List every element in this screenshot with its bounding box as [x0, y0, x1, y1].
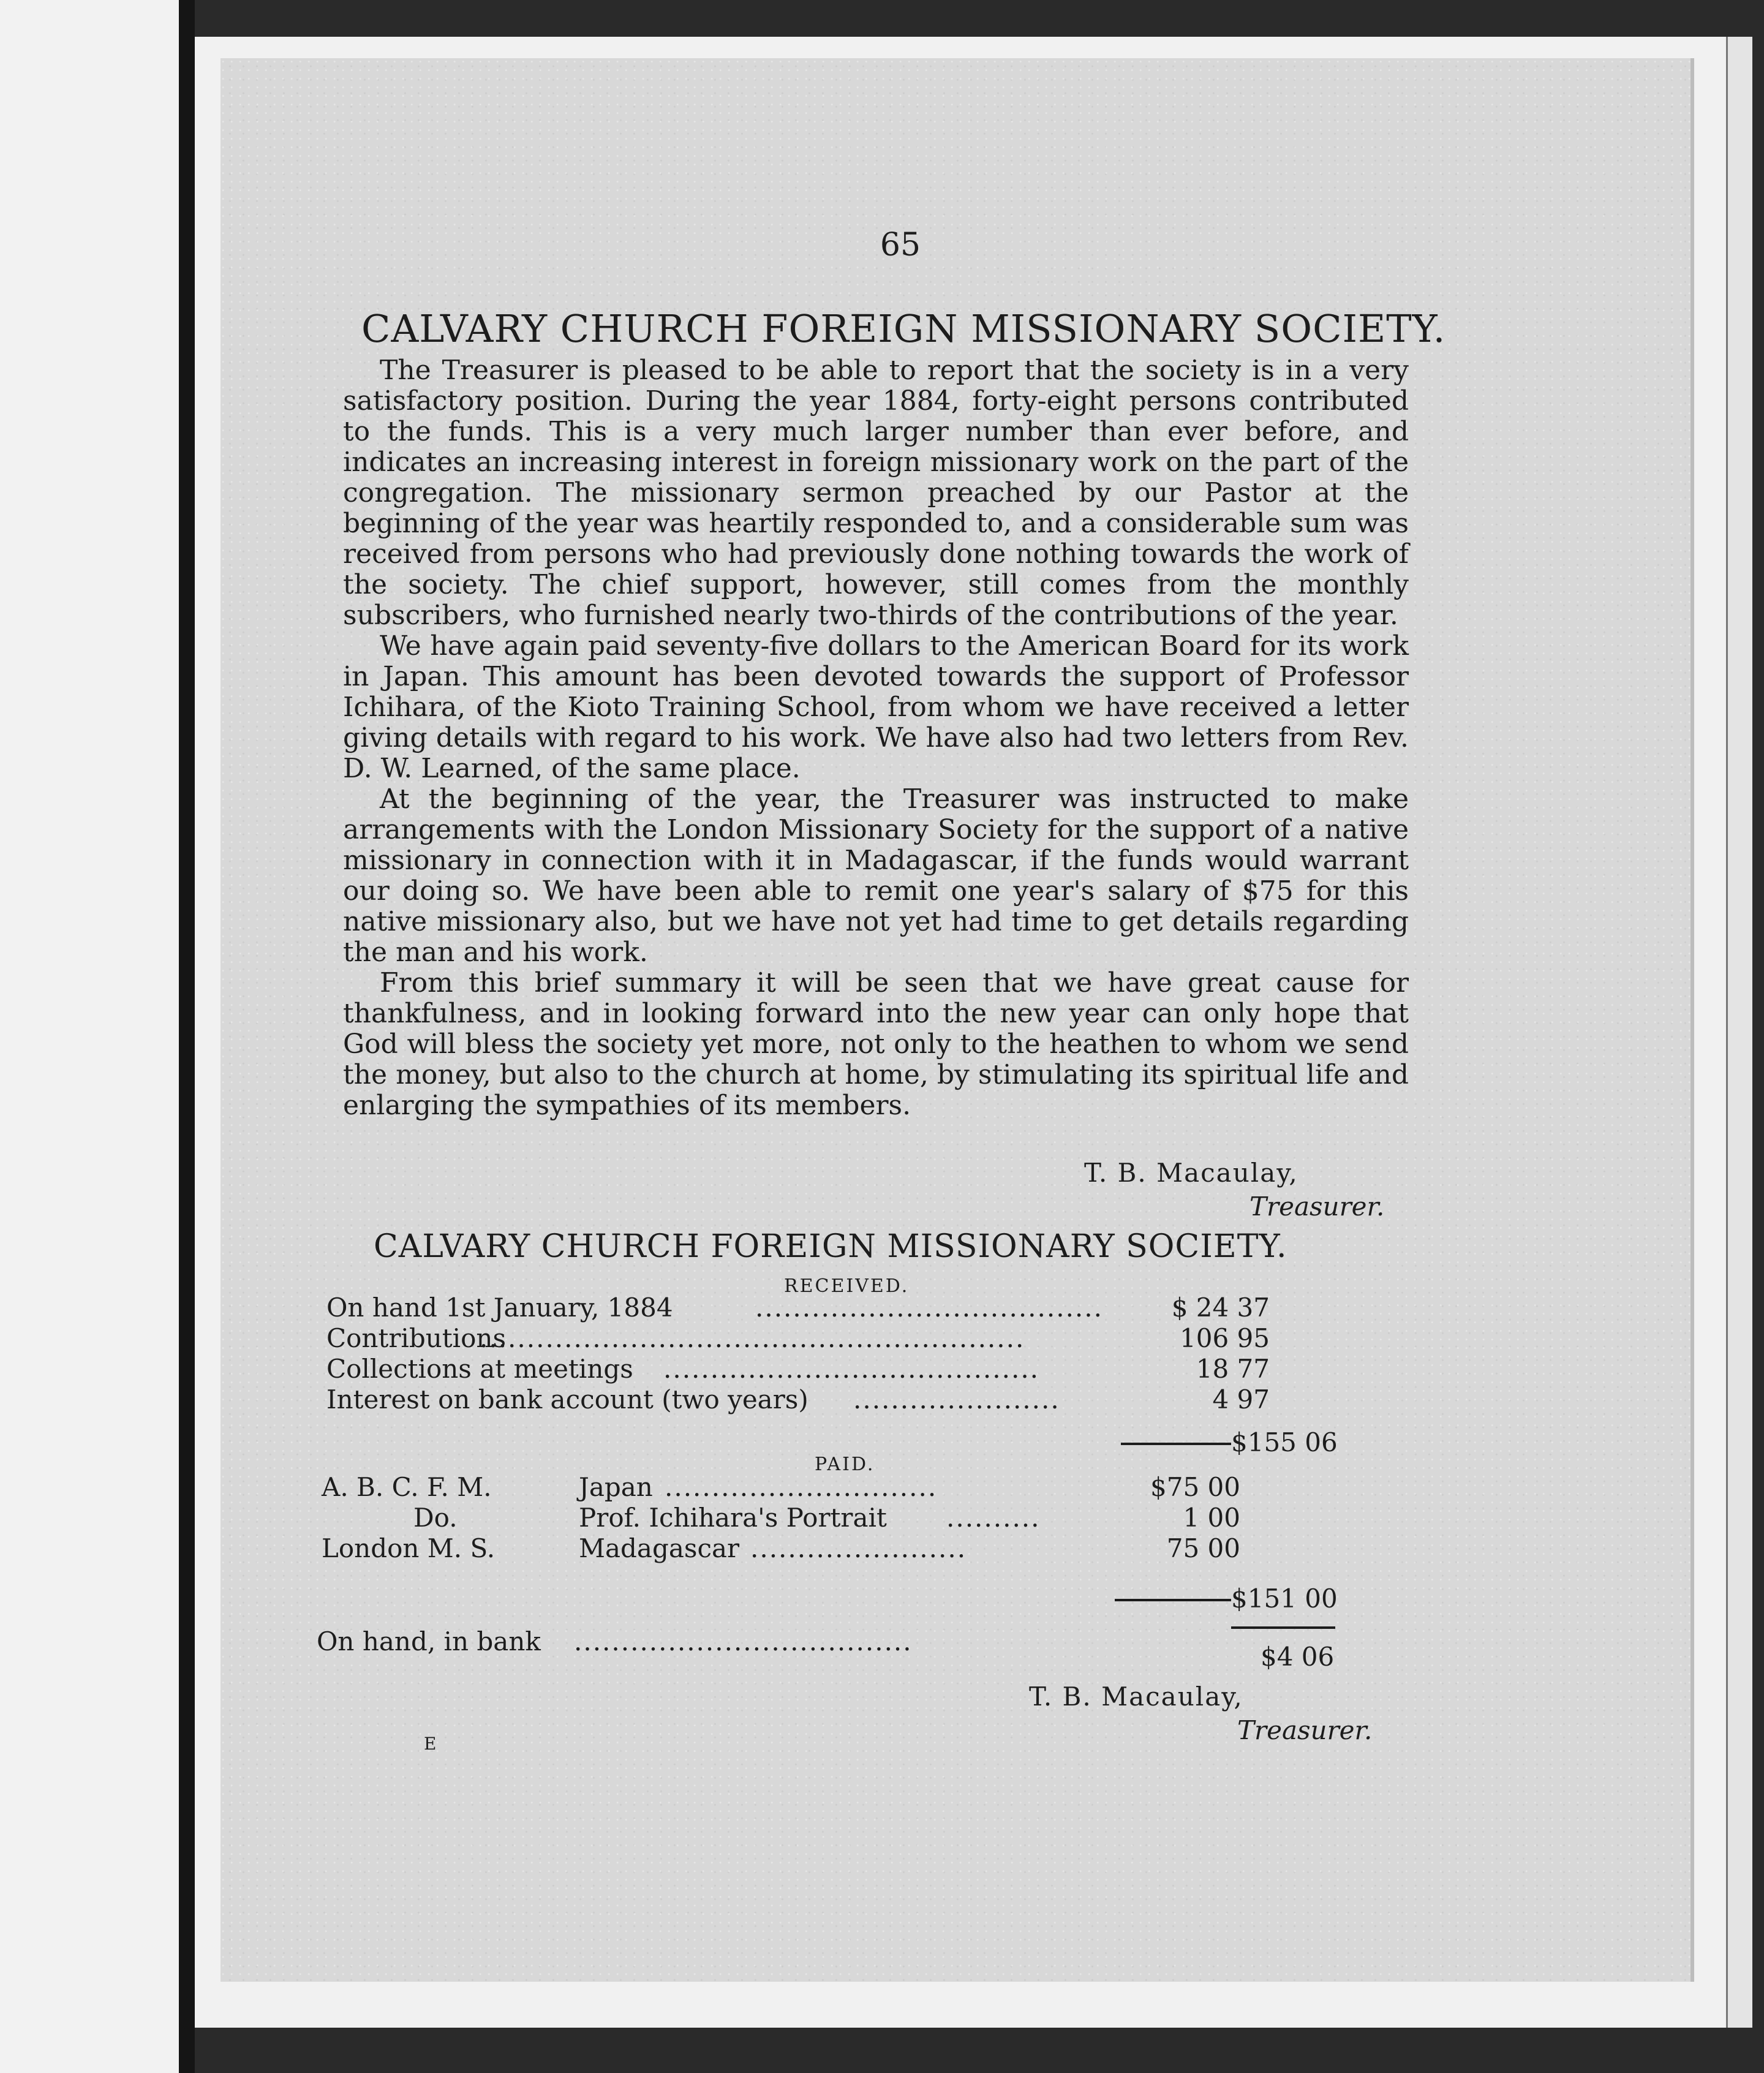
received-row: [326, 1384, 1282, 1415]
paid-row-payee: Do.: [413, 1503, 458, 1533]
signature-mark: E: [424, 1734, 437, 1754]
balance-rule: [1231, 1626, 1335, 1629]
statement-signature-title: Treasurer.: [1237, 1715, 1373, 1745]
received-row-amount: 4 97: [1212, 1384, 1270, 1414]
report-title: CALVARY CHURCH FOREIGN MISSIONARY SOCIETY.: [361, 306, 1446, 351]
received-row-desc: Contributions: [326, 1323, 506, 1353]
statement-title: CALVARY CHURCH FOREIGN MISSIONARY SOCIETY.: [374, 1228, 1287, 1265]
received-row-desc: Interest on bank account (two years): [326, 1384, 809, 1414]
paid-row-payee: London M. S.: [322, 1533, 496, 1563]
paid-row-purpose: Prof. Ichihara's Portrait: [579, 1503, 887, 1533]
balance-label: On hand, in bank: [317, 1626, 541, 1656]
received-row-desc: On hand 1st January, 1884: [326, 1293, 673, 1323]
received-row-desc: Collections at meetings: [326, 1354, 633, 1384]
received-total: $155 06: [1231, 1427, 1338, 1457]
leader-dots: ........................................: [663, 1354, 1040, 1384]
received-total-rule: [1121, 1443, 1231, 1445]
leader-dots: .......................: [750, 1533, 967, 1563]
balance-amount: $4 06: [1261, 1642, 1335, 1672]
received-row: [326, 1354, 1282, 1384]
report-body: [343, 355, 1409, 1121]
page-number: 65: [880, 227, 921, 263]
received-row-amount: 18 77: [1196, 1354, 1270, 1384]
paid-row-purpose: Madagascar: [579, 1533, 740, 1563]
leader-dots: ..........................................................: [480, 1323, 1025, 1353]
received-heading: RECEIVED.: [784, 1275, 910, 1297]
paid-total-rule: [1115, 1599, 1231, 1601]
leader-dots: ....................................: [574, 1626, 913, 1656]
report-paragraph: From this brief summary it will be seen that we have great cause for thankfulness, and in looking forward into the new year can only hope that God will bless the society yet more, not only to the heathen to whom we send the money, but also to the church at home, by stimulating its spiritual life and enlarging the sympathies of its members.: [343, 967, 1409, 1121]
leader-dots: .....................................: [755, 1293, 1103, 1323]
report-signature-title: Treasurer.: [1250, 1191, 1385, 1222]
paid-row-amount: 75 00: [1166, 1533, 1240, 1563]
received-row-amount: $ 24 37: [1171, 1293, 1270, 1323]
statement-signature-name: T. B. Macaulay,: [1029, 1682, 1243, 1712]
paid-row-purpose: Japan: [579, 1472, 653, 1502]
report-paragraph: We have again paid seventy-five dollars to the American Board for its work in Japan. This amount has been devoted towards the support of Professor Ichihara, of the Kioto Training School, from whom we have received a letter giving details with regard to his work. We have also had two letters from Rev. D. W. Learned, of the same place.: [343, 630, 1409, 784]
report-signature-name: T. B. Macaulay,: [1084, 1158, 1298, 1188]
report-paragraph: The Treasurer is pleased to be able to report that the society is in a very satisfactory position. During the year 1884, forty-eight persons contributed to the funds. This is a very much larger number than ever before, and indicates an increasing interest in foreign missionary work on the part of the congregation. The missionary sermon preached by our Pastor at the beginning of the year was heartily responded to, and a considerable sum was received from persons who had previously done nothing towards the work of the society. The chief support, however, still comes from the monthly subscribers, who furnished nearly two-thirds of the contributions of the year.: [343, 355, 1409, 631]
facing-page-edge: [0, 0, 179, 2073]
leader-dots: ..........: [946, 1503, 1041, 1533]
paid-heading: PAID.: [815, 1454, 875, 1475]
received-row: [326, 1323, 1282, 1354]
book-gutter: [179, 0, 195, 2073]
leader-dots: ......................: [853, 1384, 1060, 1414]
leader-dots: .............................: [665, 1472, 938, 1502]
paid-total: $151 00: [1231, 1584, 1338, 1614]
received-row: [326, 1293, 1282, 1323]
paid-row-payee: A. B. C. F. M.: [322, 1472, 492, 1502]
paid-row-amount: 1 00: [1183, 1503, 1240, 1533]
received-row-amount: 106 95: [1180, 1323, 1270, 1353]
paid-row-amount: $75 00: [1150, 1472, 1240, 1502]
report-paragraph: At the beginning of the year, the Treasurer was instructed to make arrangements with the London Missionary Society for the support of a native missionary in connection with it in Madagascar, if the funds would warrant our doing so. We have been able to remit one year's salary of $75 for this native missionary also, but we have not yet had time to get details regarding the man and his work.: [343, 784, 1409, 968]
page-outer-edge: [1726, 37, 1752, 2028]
